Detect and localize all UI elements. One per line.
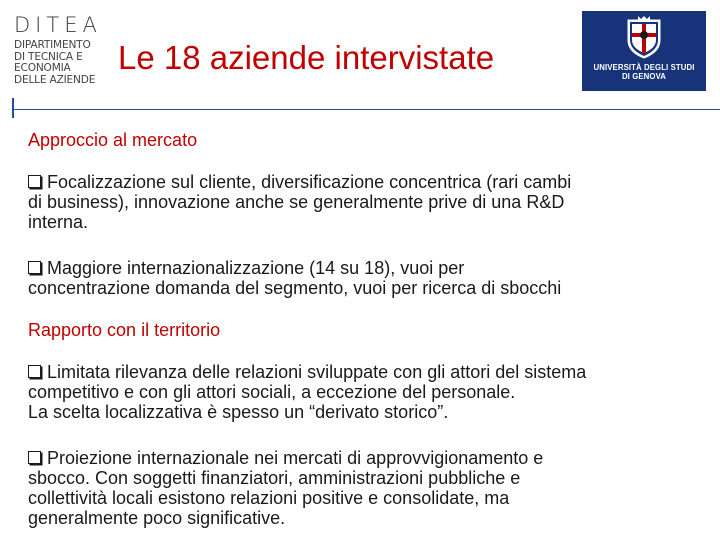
bullet-line: concentrazione domanda del segmento, vuoi per ricerca di sbocchi: [28, 278, 562, 298]
bullet-text: Limitata rilevanza delle relazioni sviluppate con gli attori del sistema: [47, 362, 587, 382]
checkbox-square-icon: [28, 365, 41, 378]
bullet-line: [28, 258, 561, 278]
bullet-line: [28, 172, 571, 192]
ditea-line: ECONOMIA: [14, 62, 71, 74]
bullet-line: generalmente poco significative.: [28, 508, 286, 528]
checkbox-square-icon: [28, 261, 41, 274]
bullet-line: La scelta localizzativa è spesso un “derivato storico”.: [28, 402, 449, 422]
bullet-item: [28, 172, 571, 232]
bullet-text: Focalizzazione sul cliente, diversificazione concentrica (rari cambi: [47, 172, 572, 192]
ditea-line: DELLE AZIENDE: [14, 73, 96, 86]
bullet-line: competitivo e con gli attori sociali, a eccezione del personale.: [28, 382, 516, 402]
ditea-logo: [14, 14, 114, 86]
unige-name-line: DI GENOVA: [621, 72, 667, 81]
bullet-item: [28, 362, 586, 422]
bullet-item: [28, 448, 543, 528]
checkbox-square-icon: [28, 175, 41, 188]
bullet-item: [28, 258, 561, 298]
bullet-line: [28, 362, 586, 382]
ditea-line: DI TECNICA E: [14, 50, 83, 63]
bullet-line: collettività locali esistono relazioni positive e consolidate, ma: [28, 488, 510, 508]
page-title: Le 18 aziende intervistate: [118, 39, 495, 76]
accent-bar: [12, 98, 14, 118]
ditea-wordmark: DITEA: [14, 13, 102, 37]
unige-logo: [582, 11, 706, 91]
unige-name: [582, 63, 706, 81]
ditea-department-name: [14, 40, 114, 86]
checkbox-square-icon: [28, 451, 41, 464]
section-heading: Approccio al mercato: [28, 130, 198, 150]
header-divider: [12, 109, 720, 110]
ditea-line: DIPARTIMENTO: [14, 39, 91, 51]
bullet-line: di business), innovazione anche se generalmente prive di una R&D: [28, 192, 565, 212]
bullet-text: Maggiore internazionalizzazione (14 su 18), vuoi per: [47, 258, 465, 278]
section-heading: Rapporto con il territorio: [28, 320, 221, 340]
bullet-text: Proiezione internazionale nei mercati di approvvigionamento e: [47, 448, 544, 468]
bullet-line: sbocco. Con soggetti finanziatori, amministrazioni pubbliche e: [28, 468, 521, 488]
bullet-line: interna.: [28, 212, 89, 232]
university-crest-icon: [624, 16, 664, 60]
unige-name-line: UNIVERSITÀ DEGLI STUDI: [593, 63, 695, 72]
bullet-line: [28, 448, 543, 468]
